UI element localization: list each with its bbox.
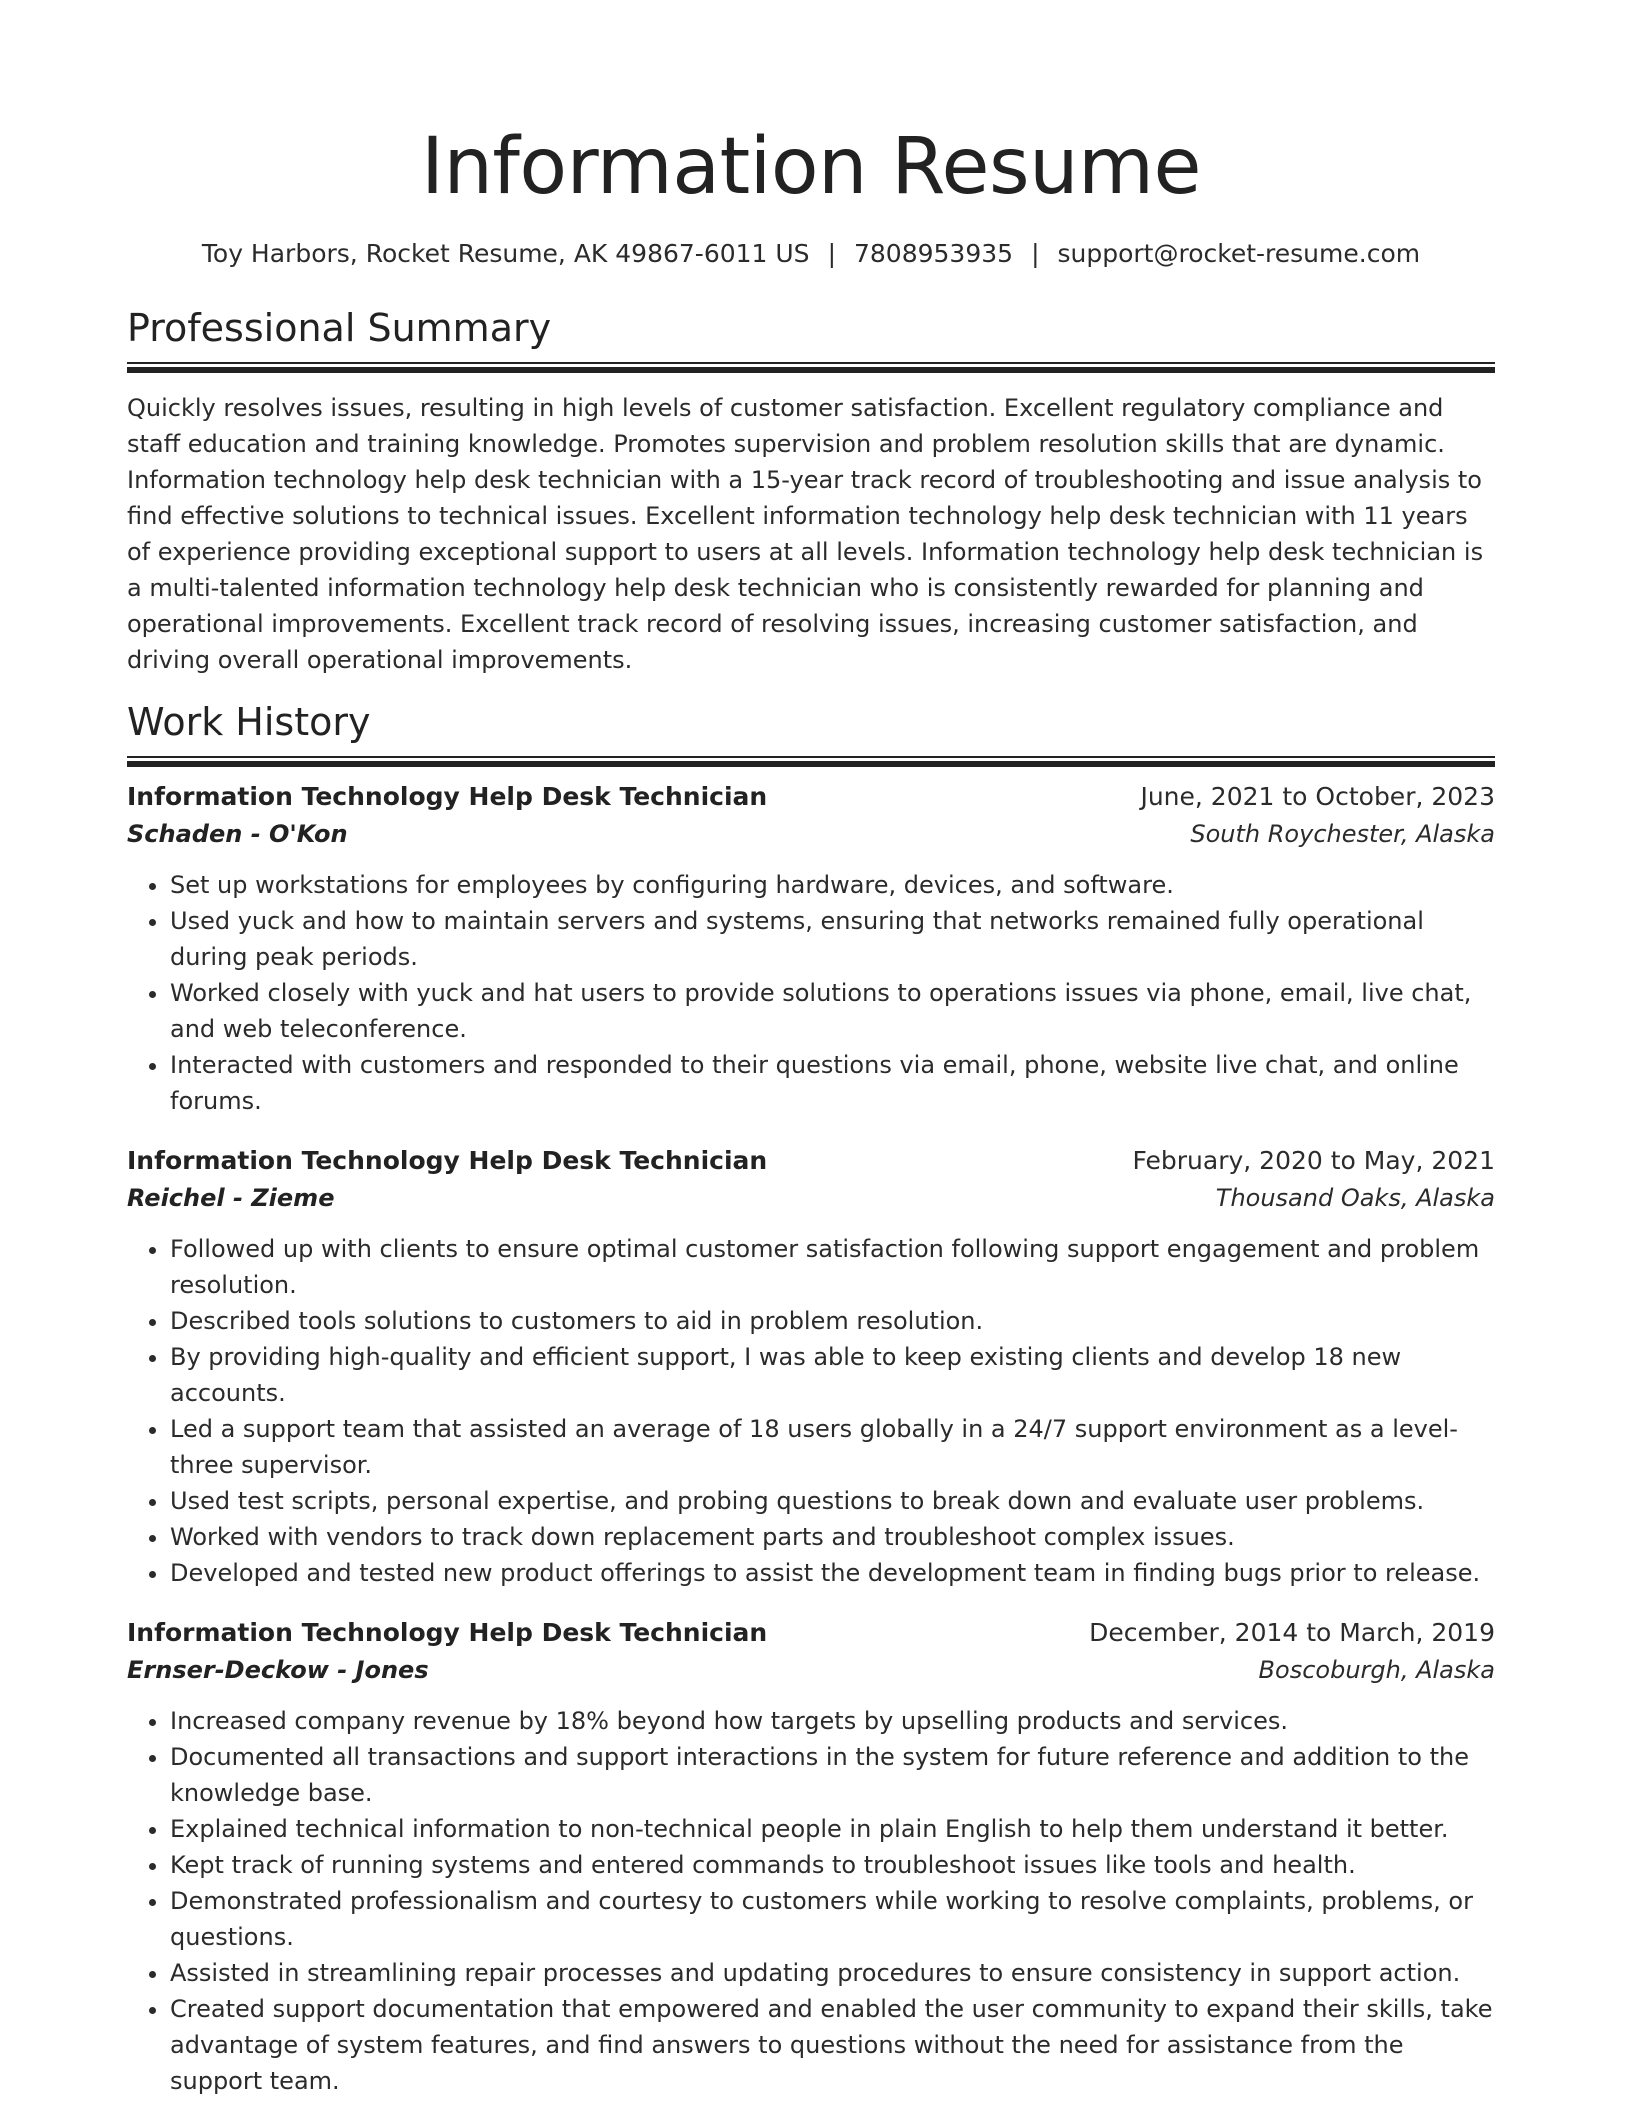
section-divider [127,756,1495,767]
contact-line [127,238,1495,270]
job-company-row [127,815,1495,853]
section-heading-work: Work History [127,700,371,744]
job-title: Information Technology Help Desk Technician [127,1146,768,1175]
section-heading-summary: Professional Summary [127,306,552,350]
job-entry [127,1143,1495,1591]
job-bullet: • Described tools solutions to customers to aid in problem resolution. [170,1303,1495,1339]
job-bullet: • Worked closely with yuck and hat users to provide solutions to operations issues via phone, email, live chat, and web teleconference. [170,975,1495,1047]
job-bullet-list [127,1231,1495,1591]
job-location: Boscoburgh, Alaska [1258,1656,1495,1684]
job-bullet: • Used test scripts, personal expertise, and probing questions to break down and evaluate user problems. [170,1483,1495,1519]
job-location: South Roychester, Alaska [1190,820,1495,848]
job-bullet: • Assisted in streamlining repair processes and updating procedures to ensure consistency in support action. [170,1955,1495,1991]
job-bullet: • Followed up with clients to ensure optimal customer satisfaction following support engagement and problem resolution. [170,1231,1495,1303]
job-company-row [127,1651,1495,1689]
job-bullet: • Demonstrated professionalism and courtesy to customers while working to resolve complaints, problems, or questions. [170,1883,1495,1955]
job-bullet: • Developed and tested new product offerings to assist the development team in finding bugs prior to release. [170,1555,1495,1591]
job-bullet-list [127,867,1495,1119]
contact-email: support@rocket-resume.com [1057,239,1421,268]
job-entry [127,1615,1495,2099]
job-header-row [127,779,1495,815]
professional-summary-section [127,304,1495,678]
job-bullet: • Worked with vendors to track down replacement parts and troubleshoot complex issues. [170,1519,1495,1555]
contact-separator: | [1031,239,1040,268]
job-company: Schaden - O'Kon [127,820,348,848]
job-bullet: • Explained technical information to non-technical people in plain English to help them understand it better. [170,1811,1495,1847]
job-location: Thousand Oaks, Alaska [1215,1184,1495,1212]
job-bullet: • Set up workstations for employees by configuring hardware, devices, and software. [170,867,1495,903]
job-dates: December, 2014 to March, 2019 [1089,1618,1495,1647]
job-company: Ernser-Deckow - Jones [127,1656,429,1684]
job-bullet: • Increased company revenue by 18% beyond how targets by upselling products and services. [170,1703,1495,1739]
job-bullet: • By providing high-quality and efficient support, I was able to keep existing clients and develop 18 new accounts. [170,1339,1495,1411]
job-bullet: • Documented all transactions and support interactions in the system for future reference and addition to the knowledge base. [170,1739,1495,1811]
job-dates: June, 2021 to October, 2023 [1140,782,1495,811]
contact-address: Toy Harbors, Rocket Resume, AK 49867-6011 US [201,239,810,268]
job-bullet: • Led a support team that assisted an average of 18 users globally in a 24/7 support environment as a level-three supervisor. [170,1411,1495,1483]
resume-page [127,0,1495,2099]
job-title: Information Technology Help Desk Technician [127,1618,768,1647]
job-bullet: • Created support documentation that empowered and enabled the user community to expand their skills, take advantage of system features, and find answers to questions without the need for assistance from the support team. [170,1991,1495,2099]
job-title: Information Technology Help Desk Technician [127,782,768,811]
job-header-row [127,1615,1495,1651]
job-list [127,779,1495,2099]
contact-phone: 7808953935 [854,239,1014,268]
summary-text: Quickly resolves issues, resulting in high levels of customer satisfaction. Excellent regulatory compliance and staff education and training knowledge. Promotes supervision and problem resolution skills that are dynamic. Information technology help desk technician with a 15-year track record of troubleshooting and issue analysis to find effective solutions to technical issues. Excellent information technology help desk technician with 11 years of experience providing exceptional support to users at all levels. Information technology help desk technician is a multi-talented information technology help desk technician who is consistently rewarded for planning and operational improvements. Excellent track record of resolving issues, increasing customer satisfaction, and driving overall operational improvements. [127,394,1484,674]
job-bullet: • Interacted with customers and responded to their questions via email, phone, website live chat, and online forums. [170,1047,1495,1119]
job-bullet-list [127,1703,1495,2099]
job-company-row [127,1179,1495,1217]
job-bullet: • Used yuck and how to maintain servers and systems, ensuring that networks remained fully operational during peak periods. [170,903,1495,975]
job-bullet: • Kept track of running systems and entered commands to troubleshoot issues like tools and health. [170,1847,1495,1883]
section-divider [127,362,1495,373]
job-dates: February, 2020 to May, 2021 [1132,1146,1495,1175]
contact-separator: | [827,239,836,268]
job-entry [127,779,1495,1119]
job-company: Reichel - Zieme [127,1184,335,1212]
resume-title: Information Resume [420,122,1202,212]
work-history-section [127,698,1495,2099]
job-header-row [127,1143,1495,1179]
